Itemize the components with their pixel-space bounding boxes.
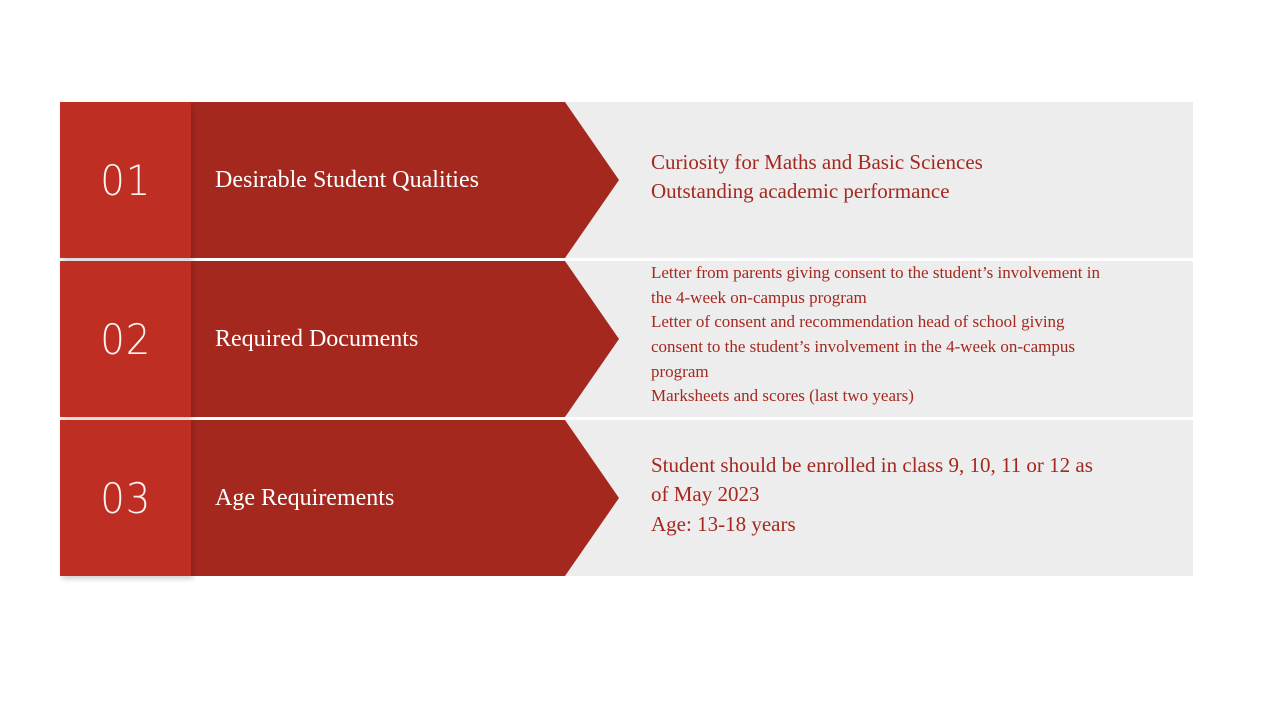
row-content — [651, 417, 1181, 573]
content-line: Marksheets and scores (last two years) — [651, 386, 914, 406]
content-line: Student should be enrolled in class 9, 10, 11 or 12 as — [651, 452, 1093, 477]
content-line: Letter from parents giving consent to the student’s involvement in — [651, 262, 1100, 282]
row-heading: Age Requirements — [215, 484, 395, 511]
step-number: 02 — [99, 314, 152, 364]
content-line: Letter of consent and recommendation head of school giving — [651, 312, 1065, 332]
step-number-box — [60, 102, 191, 258]
content-line: consent to the student’s involvement in the 4-week on-campus — [651, 337, 1075, 356]
content-line: of May 2023 — [651, 482, 760, 507]
requirement-row-age — [60, 420, 1193, 576]
content-line: program — [651, 361, 709, 381]
step-number: 01 — [99, 155, 152, 205]
step-number-box — [60, 261, 191, 417]
row-heading: Required Documents — [215, 325, 419, 352]
content-line: the 4-week on-campus program — [651, 287, 867, 307]
row-content — [651, 257, 1181, 413]
step-number: 03 — [99, 473, 152, 523]
content-line: Age: 13-18 years — [651, 511, 796, 536]
content-line: Outstanding academic performance — [651, 179, 950, 203]
row-content — [651, 99, 1181, 255]
requirement-row-documents — [60, 261, 1193, 417]
requirement-row-qualities — [60, 102, 1193, 258]
content-line: Curiosity for Maths and Basic Sciences — [651, 150, 983, 174]
step-number-box — [60, 420, 191, 576]
row-heading: Desirable Student Qualities — [215, 166, 479, 193]
